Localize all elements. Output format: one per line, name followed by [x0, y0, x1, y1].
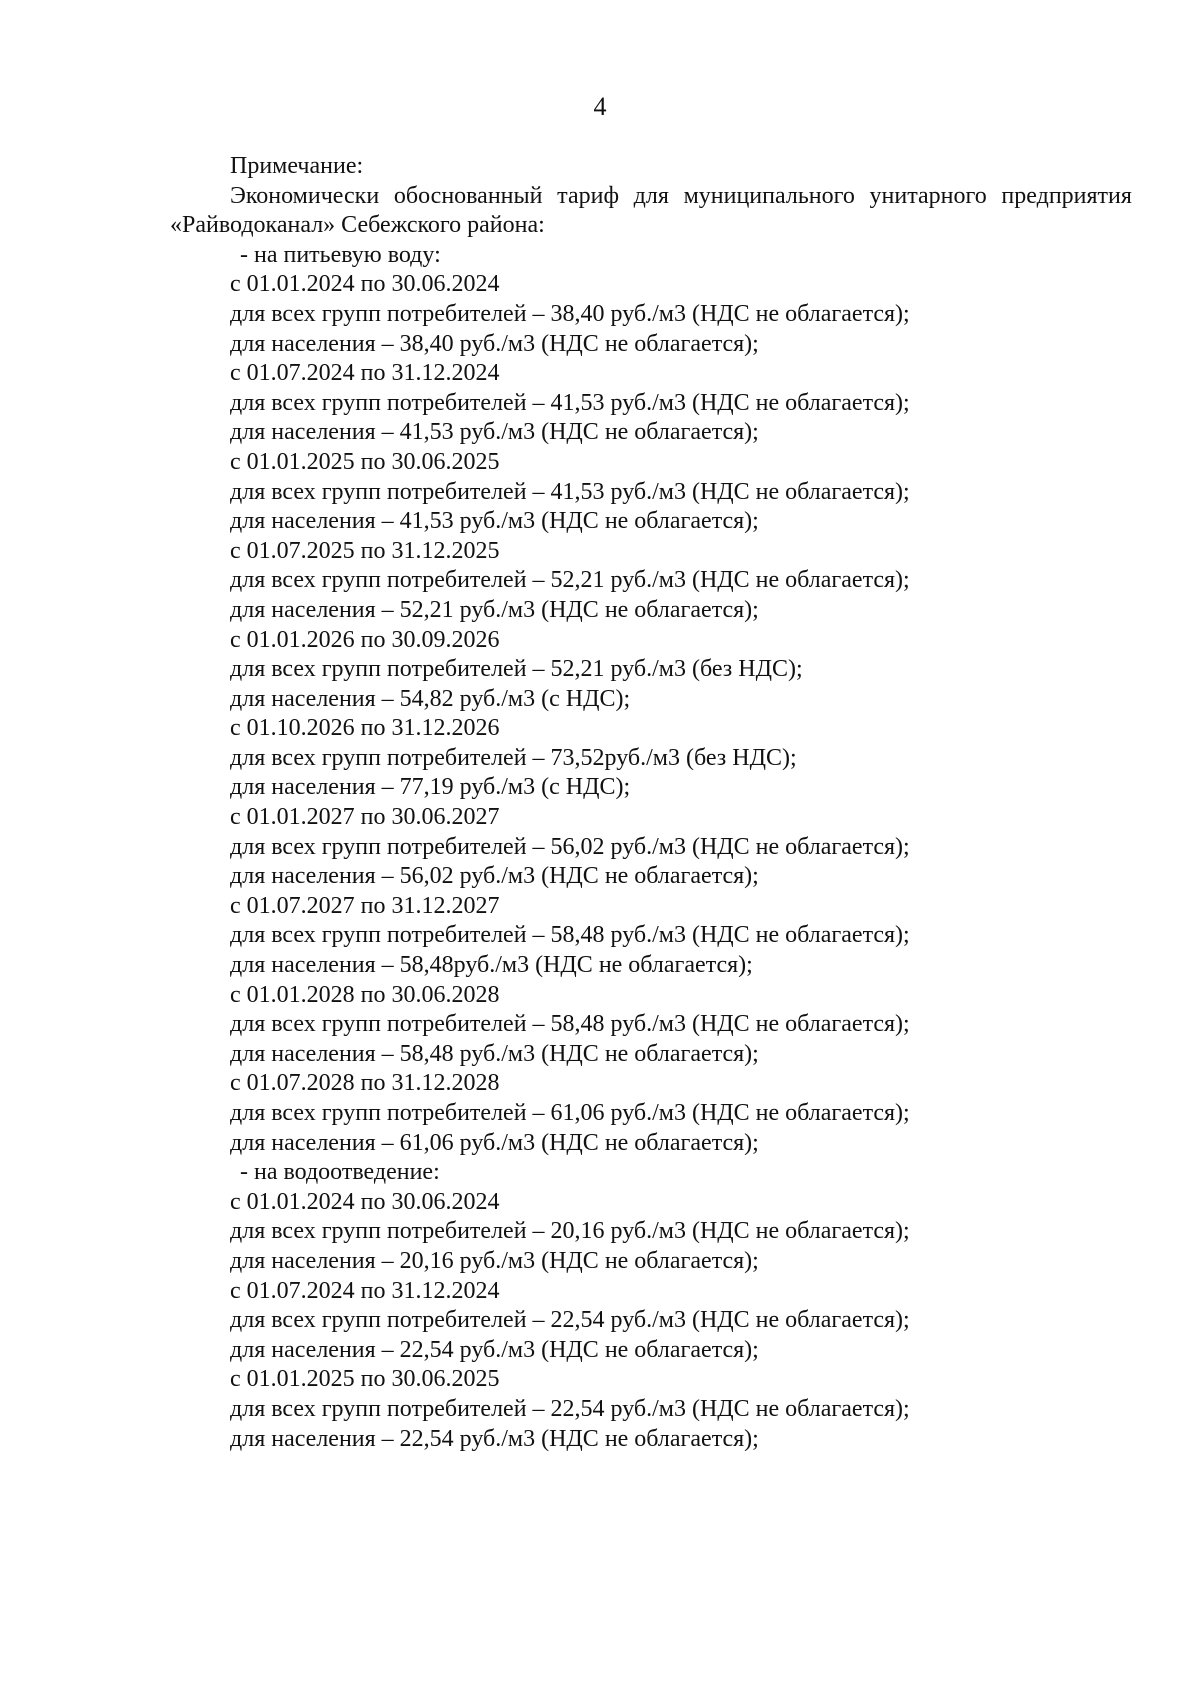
- page-number: 4: [593, 92, 607, 121]
- period-dates: с 01.01.2024 по 30.06.2024: [230, 1188, 500, 1215]
- intro-word: тариф: [557, 182, 619, 209]
- tariff-period-block: [170, 448, 1132, 537]
- tariff-all-consumers: для всех групп потребителей – 61,06 руб./м3 (НДС не облагается);: [230, 1100, 910, 1126]
- tariff-population: для населения – 41,53 руб./м3 (НДС не облагается);: [230, 508, 759, 535]
- tariff-population: для населения – 77,19 руб./м3 (с НДС);: [230, 774, 631, 801]
- intro-second-line: «Райводоканал» Себежского района:: [170, 212, 545, 239]
- period-dates: с 01.01.2028 по 30.06.2028: [230, 981, 500, 1008]
- tariff-all-consumers: для всех групп потребителей – 38,40 руб./м3 (НДС не облагается);: [230, 300, 910, 327]
- tariff-period-block: [170, 981, 1132, 1070]
- period-dates: с 01.01.2025 по 30.06.2025: [230, 448, 500, 475]
- section-heading: - на питьевую воду:: [240, 241, 441, 268]
- tariff-period-block: [170, 1188, 1132, 1277]
- tariff-period-block: [170, 359, 1132, 448]
- period-dates: с 01.01.2025 по 30.06.2025: [230, 1366, 500, 1393]
- tariff-all-consumers: для всех групп потребителей – 22,54 руб./м3 (НДС не облагается);: [230, 1307, 910, 1334]
- period-dates: с 01.07.2024 по 31.12.2024: [230, 1277, 500, 1304]
- tariff-population: для населения – 61,06 руб./м3 (НДС не облагается);: [230, 1129, 759, 1156]
- intro-word: для: [633, 182, 669, 209]
- tariff-population: для населения – 58,48руб./м3 (НДС не облагается);: [230, 952, 753, 979]
- period-dates: с 01.07.2028 по 31.12.2028: [230, 1070, 500, 1097]
- tariff-population: для населения – 58,48 руб./м3 (НДС не облагается);: [230, 1040, 759, 1067]
- tariff-sections: [170, 241, 1132, 1454]
- intro-word: муниципального: [683, 182, 855, 209]
- period-dates: с 01.07.2025 по 31.12.2025: [230, 537, 500, 564]
- tariff-period-block: [170, 1277, 1132, 1366]
- period-dates: с 01.01.2024 по 30.06.2024: [230, 271, 500, 298]
- tariff-all-consumers: для всех групп потребителей – 41,53 руб./м3 (НДС не облагается);: [230, 478, 910, 505]
- tariff-period-block: [170, 270, 1132, 359]
- tariff-period-block: [170, 537, 1132, 626]
- tariff-all-consumers: для всех групп потребителей – 20,16 руб./м3 (НДС не облагается);: [230, 1218, 910, 1245]
- tariff-all-consumers: для всех групп потребителей – 52,21 руб./м3 (НДС не облагается);: [230, 567, 910, 594]
- tariff-population: для населения – 54,82 руб./м3 (с НДС);: [230, 685, 631, 712]
- period-dates: с 01.10.2026 по 31.12.2026: [230, 715, 500, 742]
- tariff-all-consumers: для всех групп потребителей – 73,52руб./м3 (без НДС);: [230, 744, 797, 771]
- intro-word: Экономически: [230, 182, 380, 209]
- tariff-period-block: [170, 1069, 1132, 1158]
- tariff-all-consumers: для всех групп потребителей – 58,48 руб./м3 (НДС не облагается);: [230, 922, 910, 949]
- section-heading: - на водоотведение:: [240, 1159, 440, 1186]
- tariff-all-consumers: для всех групп потребителей – 41,53 руб./м3 (НДС не облагается);: [230, 389, 910, 416]
- period-dates: с 01.07.2027 по 31.12.2027: [230, 892, 500, 919]
- tariff-all-consumers: для всех групп потребителей – 58,48 руб./м3 (НДС не облагается);: [230, 1011, 910, 1038]
- tariff-all-consumers: для всех групп потребителей – 56,02 руб./м3 (НДС не облагается);: [230, 833, 910, 860]
- tariff-period-block: [170, 892, 1132, 981]
- note-title: Примечание:: [230, 153, 364, 179]
- tariff-population: для населения – 38,40 руб./м3 (НДС не облагается);: [230, 330, 759, 357]
- tariff-period-block: [170, 626, 1132, 715]
- tariff-population: для населения – 52,21 руб./м3 (НДС не облагается);: [230, 596, 759, 623]
- tariff-period-block: [170, 803, 1132, 892]
- tariff-population: для населения – 20,16 руб./м3 (НДС не облагается);: [230, 1247, 759, 1274]
- tariff-all-consumers: для всех групп потребителей – 22,54 руб./м3 (НДС не облагается);: [230, 1395, 910, 1422]
- tariff-population: для населения – 22,54 руб./м3 (НДС не облагается);: [230, 1336, 759, 1363]
- tariff-population: для населения – 22,54 руб./м3 (НДС не облагается);: [230, 1425, 759, 1452]
- intro-word: унитарного: [869, 182, 987, 209]
- intro-word: обоснованный: [393, 182, 543, 209]
- tariff-population: для населения – 56,02 руб./м3 (НДС не облагается);: [230, 863, 759, 890]
- period-dates: с 01.01.2027 по 30.06.2027: [230, 804, 500, 831]
- period-dates: с 01.07.2024 по 31.12.2024: [230, 360, 500, 387]
- intro-first-line: [170, 182, 1132, 212]
- tariff-period-block: [170, 1365, 1132, 1454]
- period-dates: с 01.01.2026 по 30.09.2026: [230, 626, 500, 653]
- intro-word: предприятия: [1001, 182, 1132, 209]
- document-body: [170, 152, 1132, 1454]
- tariff-period-block: [170, 714, 1132, 803]
- tariff-population: для населения – 41,53 руб./м3 (НДС не облагается);: [230, 419, 759, 446]
- tariff-all-consumers: для всех групп потребителей – 52,21 руб./м3 (без НДС);: [230, 656, 803, 683]
